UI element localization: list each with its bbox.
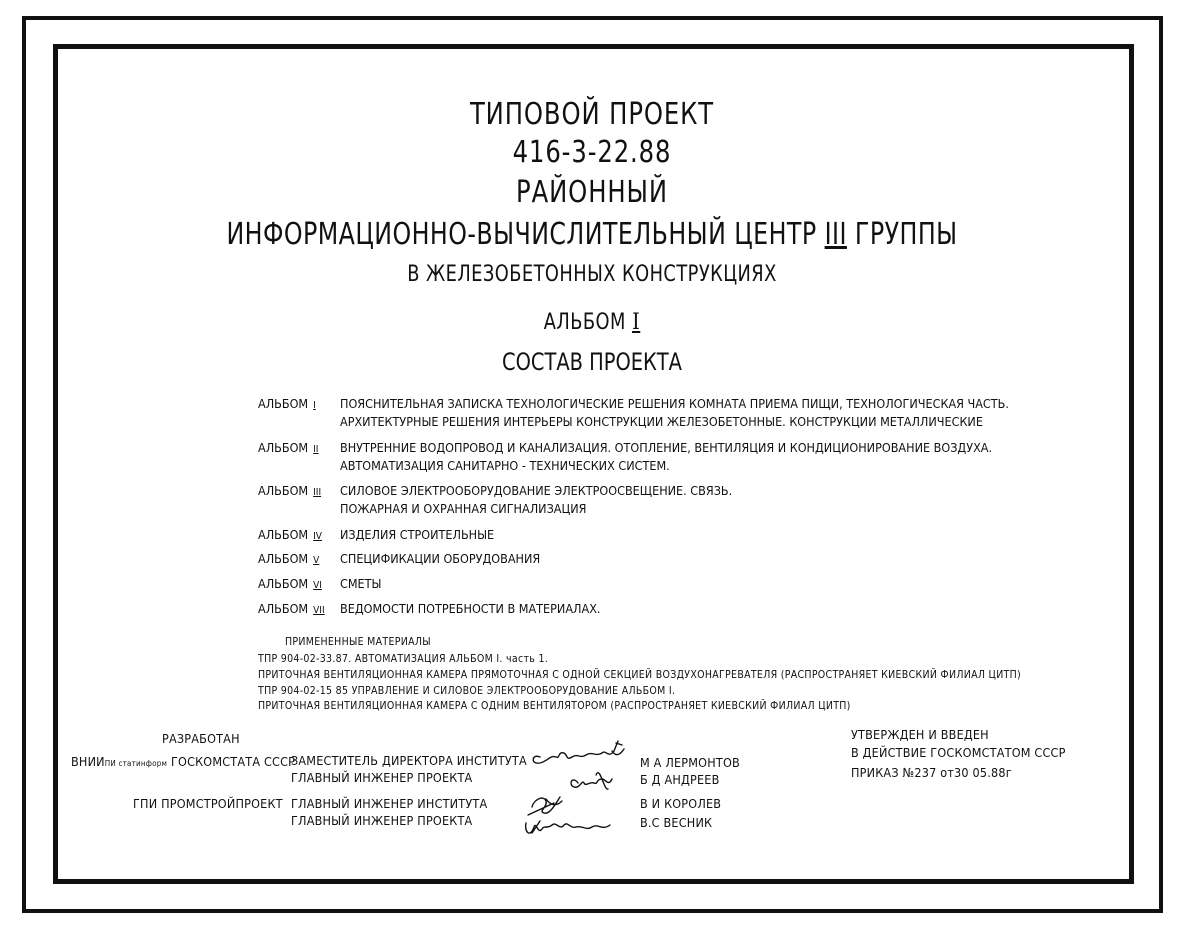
album-line: СМЕТЫ (340, 576, 382, 591)
album-label: АЛЬБОМ V (258, 551, 320, 566)
album-label: АЛЬБОМ I (258, 396, 316, 411)
album-line: ПОЖАРНАЯ И ОХРАННАЯ СИГНАЛИЗАЦИЯ (340, 501, 587, 516)
approved-line-2: В ДЕЙСТВИЕ ГОСКОМСТАТОМ СССР (851, 745, 1066, 760)
signature-korolev (528, 797, 562, 815)
album-line: СИЛОВОЕ ЭЛЕКТРООБОРУДОВАНИЕ ЭЛЕКТРООСВЕЩЕНИЕ. СВЯЗЬ. (340, 483, 733, 498)
title-typical-project: ТИПОВОЙ ПРОЕКТ (469, 97, 715, 132)
name-lermontov: М А ЛЕРМОНТОВ (640, 755, 740, 770)
title-construction: В ЖЕЛЕЗОБЕТОННЫХ КОНСТРУКЦИЯХ (407, 262, 777, 287)
name-vesnik: В.С ВЕСНИК (640, 815, 713, 830)
album-line: ИЗДЕЛИЯ СТРОИТЕЛЬНЫЕ (340, 527, 495, 542)
signature-vesnik (526, 821, 610, 833)
album-line: ВЕДОМОСТИ ПОТРЕБНОСТИ В МАТЕРИАЛАХ. (340, 601, 601, 616)
album-heading-number: I (631, 310, 641, 335)
album-label: АЛЬБОМ IV (258, 527, 322, 542)
signature-andreev (571, 773, 612, 789)
role-chief-engineer-project-2: ГЛАВНЫЙ ИНЖЕНЕР ПРОЕКТА (291, 813, 473, 828)
title-center (71, 217, 1113, 252)
album-line: АВТОМАТИЗАЦИЯ САНИТАРНО - ТЕХНИЧЕСКИХ СИСТЕМ. (340, 458, 670, 473)
materials-line: ПРИТОЧНАЯ ВЕНТИЛЯЦИОННАЯ КАМЕРА ПРЯМОТОЧНАЯ С ОДНОЙ СЕКЦИЕЙ ВОЗДУХОНАГРЕВАТЕЛЯ (РАСПРОСТРАНЯЕТ КИЕВСКИЙ ФИЛИАЛ ЦИТП) (258, 669, 1022, 681)
signatures-drawing (520, 735, 640, 845)
album-line: ВНУТРЕННИЕ ВОДОПРОВОД И КАНАЛИЗАЦИЯ. ОТОПЛЕНИЕ, ВЕНТИЛЯЦИЯ И КОНДИЦИОНИРОВАНИЕ ВОЗДУХА. (340, 440, 993, 455)
materials-heading: ПРИМЕНЕННЫЕ МАТЕРИАЛЫ (285, 636, 431, 648)
materials-line: ПРИТОЧНАЯ ВЕНТИЛЯЦИОННАЯ КАМЕРА С ОДНИМ ВЕНТИЛЯТОРОМ (РАСПРОСТРАНЯЕТ КИЕВСКИЙ ФИЛИАЛ ЦИТП) (258, 700, 851, 712)
album-heading-label: АЛЬБОМ (543, 310, 626, 335)
title-district: РАЙОННЫЙ (516, 175, 668, 210)
album-label: АЛЬБОМ VI (258, 576, 322, 591)
name-korolev: В И КОРОЛЕВ (640, 796, 722, 811)
developed-heading: РАЗРАБОТАН (162, 731, 240, 746)
approved-line-1: УТВЕРЖДЕН И ВВЕДЕН (851, 727, 989, 742)
album-label: АЛЬБОМ VII (258, 601, 325, 616)
signature-lermontov (533, 741, 624, 763)
album-label: АЛЬБОМ III (258, 483, 322, 498)
name-andreev: Б Д АНДРЕЕВ (640, 772, 720, 787)
album-heading (59, 312, 1125, 334)
role-deputy-director: ЗАМЕСТИТЕЛЬ ДИРЕКТОРА ИНСТИТУТА (291, 753, 527, 768)
album-label: АЛЬБОМ II (258, 440, 319, 455)
project-number: 416-3-22.88 (512, 135, 672, 170)
materials-line: ТПР 904-02-33.87. АВТОМАТИЗАЦИЯ АЛЬБОМ I. часть 1. (258, 653, 549, 665)
approved-order: ПРИКАЗ №237 от30 05.88г (851, 765, 1012, 780)
album-line: ПОЯСНИТЕЛЬНАЯ ЗАПИСКА ТЕХНОЛОГИЧЕСКИЕ РЕШЕНИЯ КОМНАТА ПРИЕМА ПИЩИ, ТЕХНОЛОГИЧЕСКАЯ ЧАСТЬ. (340, 396, 1009, 411)
developer-org-2: ГПИ ПРОМСТРОЙПРОЕКТ (133, 796, 283, 811)
title-center-text: ИНФОРМАЦИОННО-ВЫЧИСЛИТЕЛЬНЫЙ ЦЕНТР (226, 217, 817, 252)
album-line: СПЕЦИФИКАЦИИ ОБОРУДОВАНИЯ (340, 551, 541, 566)
section-title: СОСТАВ ПРОЕКТА (502, 348, 682, 376)
developer-org-1: ВНИИПИ статинформ ГОСКОМСТАТА СССР (71, 754, 296, 769)
role-chief-engineer-institute: ГЛАВНЫЙ ИНЖЕНЕР ИНСТИТУТА (291, 796, 488, 811)
title-group-number: III (824, 217, 847, 252)
materials-line: ТПР 904-02-15 85 УПРАВЛЕНИЕ И СИЛОВОЕ ЭЛЕКТРООБОРУДОВАНИЕ АЛЬБОМ I. (258, 685, 676, 697)
title-group-text: ГРУППЫ (854, 217, 958, 252)
album-line: АРХИТЕКТУРНЫЕ РЕШЕНИЯ ИНТЕРЬЕРЫ КОНСТРУКЦИИ ЖЕЛЕЗОБЕТОННЫЕ. КОНСТРУКЦИИ МЕТАЛЛИЧЕСКИЕ (340, 414, 983, 429)
role-chief-engineer-project: ГЛАВНЫЙ ИНЖЕНЕР ПРОЕКТА (291, 770, 473, 785)
